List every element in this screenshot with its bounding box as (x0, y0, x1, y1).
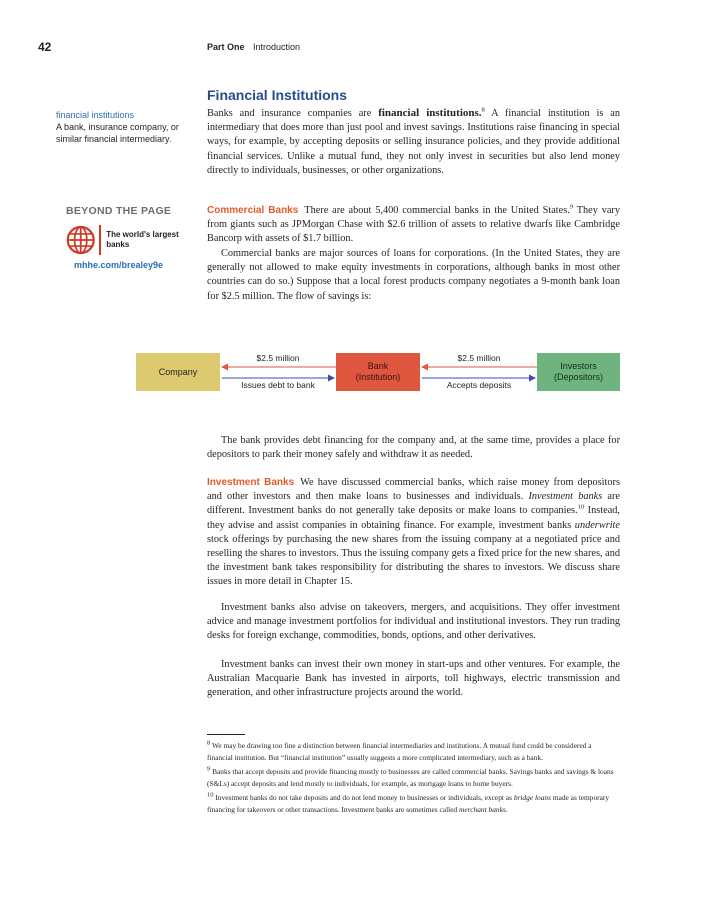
investment-banks-heading: Investment Banks (207, 477, 295, 488)
commercial-banks-heading: Commercial Banks (207, 205, 299, 216)
glossary-definition: A bank, insurance company, or similar financial intermediary. (56, 122, 179, 144)
commercial-banks-paragraph-1 (207, 204, 620, 247)
bank-sublabel: (Institution) (355, 372, 401, 382)
commercial-banks-text-1: There are about 5,400 commercial banks in the United States. (304, 205, 570, 216)
bank-label: Bank (367, 361, 389, 371)
footnote-8 (207, 740, 617, 763)
footnote-ref-9[interactable]: 9 (569, 203, 574, 211)
footnote-number-8: 8 (207, 739, 211, 747)
beyond-the-page-link[interactable] (66, 223, 191, 257)
investment-banks-paragraph-1 (207, 476, 620, 590)
investors-label: Investors (560, 361, 597, 371)
intro-term: financial institutions. (378, 107, 482, 119)
investment-banks-paragraph-2: Investment banks also advise on takeovers, mergers, and acquisitions. They offer investment advice and manage investment portfolios for individual and institutional investors. They run trading desks for foreign exchange, commodities, bonds, options, and other derivatives. (207, 602, 620, 642)
bank-box (336, 353, 420, 391)
action-label-left: Issues debt to bank (241, 380, 315, 390)
footnote-9-text: Banks that accept deposits and provide financing mostly to businesses are called commercial banks. Savings banks and savings & loans (S&Ls) accept deposits and lend mostly to individuals, for example, as mortgage loans to home buyers. (207, 767, 614, 788)
investment-banks-text-1: We have discussed commercial banks, which raise money from depositors and other investors and then make loans to businesses and individuals. (207, 477, 620, 503)
footnote-ref-8[interactable]: 8 (481, 106, 485, 114)
beyond-the-page-link-label: The world's largest banks (106, 230, 179, 249)
beyond-the-page-url[interactable]: mhhe.com/brealey9e (74, 260, 164, 270)
section-title: Financial Institutions (207, 87, 348, 103)
amount-label-left: $2.5 million (256, 353, 300, 363)
commercial-banks-paragraph-2: Commercial banks are major sources of loans for corporations. (In the United States, they are generally not allowed to make equity investments in corporations, although banks in most other countries can do so.) Suppose that a local forest products company negotiates a 9-month bank loan for $2.5 million. The flow of savings is: (207, 248, 620, 302)
footnote-number-9: 9 (207, 765, 211, 773)
commercial-banks-text-2: They vary from giants such as JPMorgan Chase with $2.6 trillion of assets to relative dwarfs like Cambridge Bancorp with assets of $1.7 billion. (207, 205, 620, 245)
globe-icon (66, 223, 95, 257)
running-header-part: Part One (207, 42, 245, 52)
underwrite-term: underwrite (574, 519, 620, 531)
footnote-10-text-3: . (505, 804, 508, 814)
investment-banks-paragraph-3: Investment banks can invest their own money in start-ups and other ventures. For example, the Australian Macquarie Bank has invested in airports, toll highways, electric transmission and generation, and other infrastructure projects around the world. (207, 659, 620, 699)
company-box (136, 353, 220, 391)
page-number: 42 (38, 40, 52, 54)
investors-sublabel: (Depositors) (553, 372, 603, 382)
beyond-the-page-callout (66, 205, 191, 257)
footnote-ref-10[interactable]: 10 (577, 503, 585, 511)
footnote-10 (207, 792, 617, 815)
footnote-number-10: 10 (207, 791, 214, 799)
intro-text-1: Banks and insurance companies are (207, 108, 379, 119)
intro-text-2: A financial institution is an intermediary that does more than just pool and invest savings. Institutions raise financing in special ways, for example, by accepting deposits or selling insurance policies, and they provide additional financial services. Unlike a mutual fund, they not only invest in securities but also lend money directly to individuals, businesses, or other organizations. (207, 108, 620, 176)
action-label-right: Accepts deposits (446, 380, 512, 390)
running-header (207, 42, 300, 52)
margin-glossary-note (56, 109, 186, 145)
investment-banks-term: Investment banks (528, 491, 603, 503)
investment-banks-text-4: stock offerings by purchasing the new shares from the issuing company at a negotiated price and reselling the shares to investors. Thus the issuing company gets a fixed price for the new shares, and the investment bank takes responsibility for distributing the shares to investors. We discuss share issues in more detail in Chapter 15. (207, 533, 621, 588)
footnote-10-text-2: made as temporary financing for takeovers or other transactions. Investment banks are sometimes called (207, 793, 610, 814)
footnote-9 (207, 766, 617, 789)
investment-banks-text-2: are different. Investment banks do not generally take deposits or make loans to companies. (207, 491, 620, 517)
company-label: Company (158, 366, 198, 377)
running-header-section: Introduction (253, 42, 301, 52)
amount-label-right: $2.5 million (457, 353, 501, 363)
glossary-term: financial institutions (56, 110, 135, 120)
footnote-8-text: We may be drawing too fine a distinction between financial intermediaries and institutions. A mutual fund could be considered a financial institution. But “financial institution” usually suggests a more complicated intermediary, such as a bank. (207, 741, 592, 762)
footnotes (207, 740, 617, 819)
divider (99, 225, 101, 255)
beyond-the-page-heading: BEYOND THE PAGE (66, 205, 172, 217)
bridge-loans-term: bridge loans (513, 793, 551, 803)
footnote-rule (207, 734, 245, 735)
intro-paragraph (207, 106, 620, 178)
flow-of-savings-diagram (136, 349, 620, 397)
commercial-banks-paragraph-3: The bank provides debt financing for the company and, at the same time, provides a place for depositors to park their money safely and withdraw it as needed. (207, 435, 620, 461)
footnote-10-text-1: Investment banks do not take deposits and do not lend money to businesses or individuals, except as (213, 793, 514, 803)
investors-box (537, 353, 620, 391)
investment-banks-text-3: Instead, they advise and assist companies in obtaining finance. For example, investment banks (207, 505, 620, 531)
merchant-banks-term: merchant banks (459, 804, 506, 814)
